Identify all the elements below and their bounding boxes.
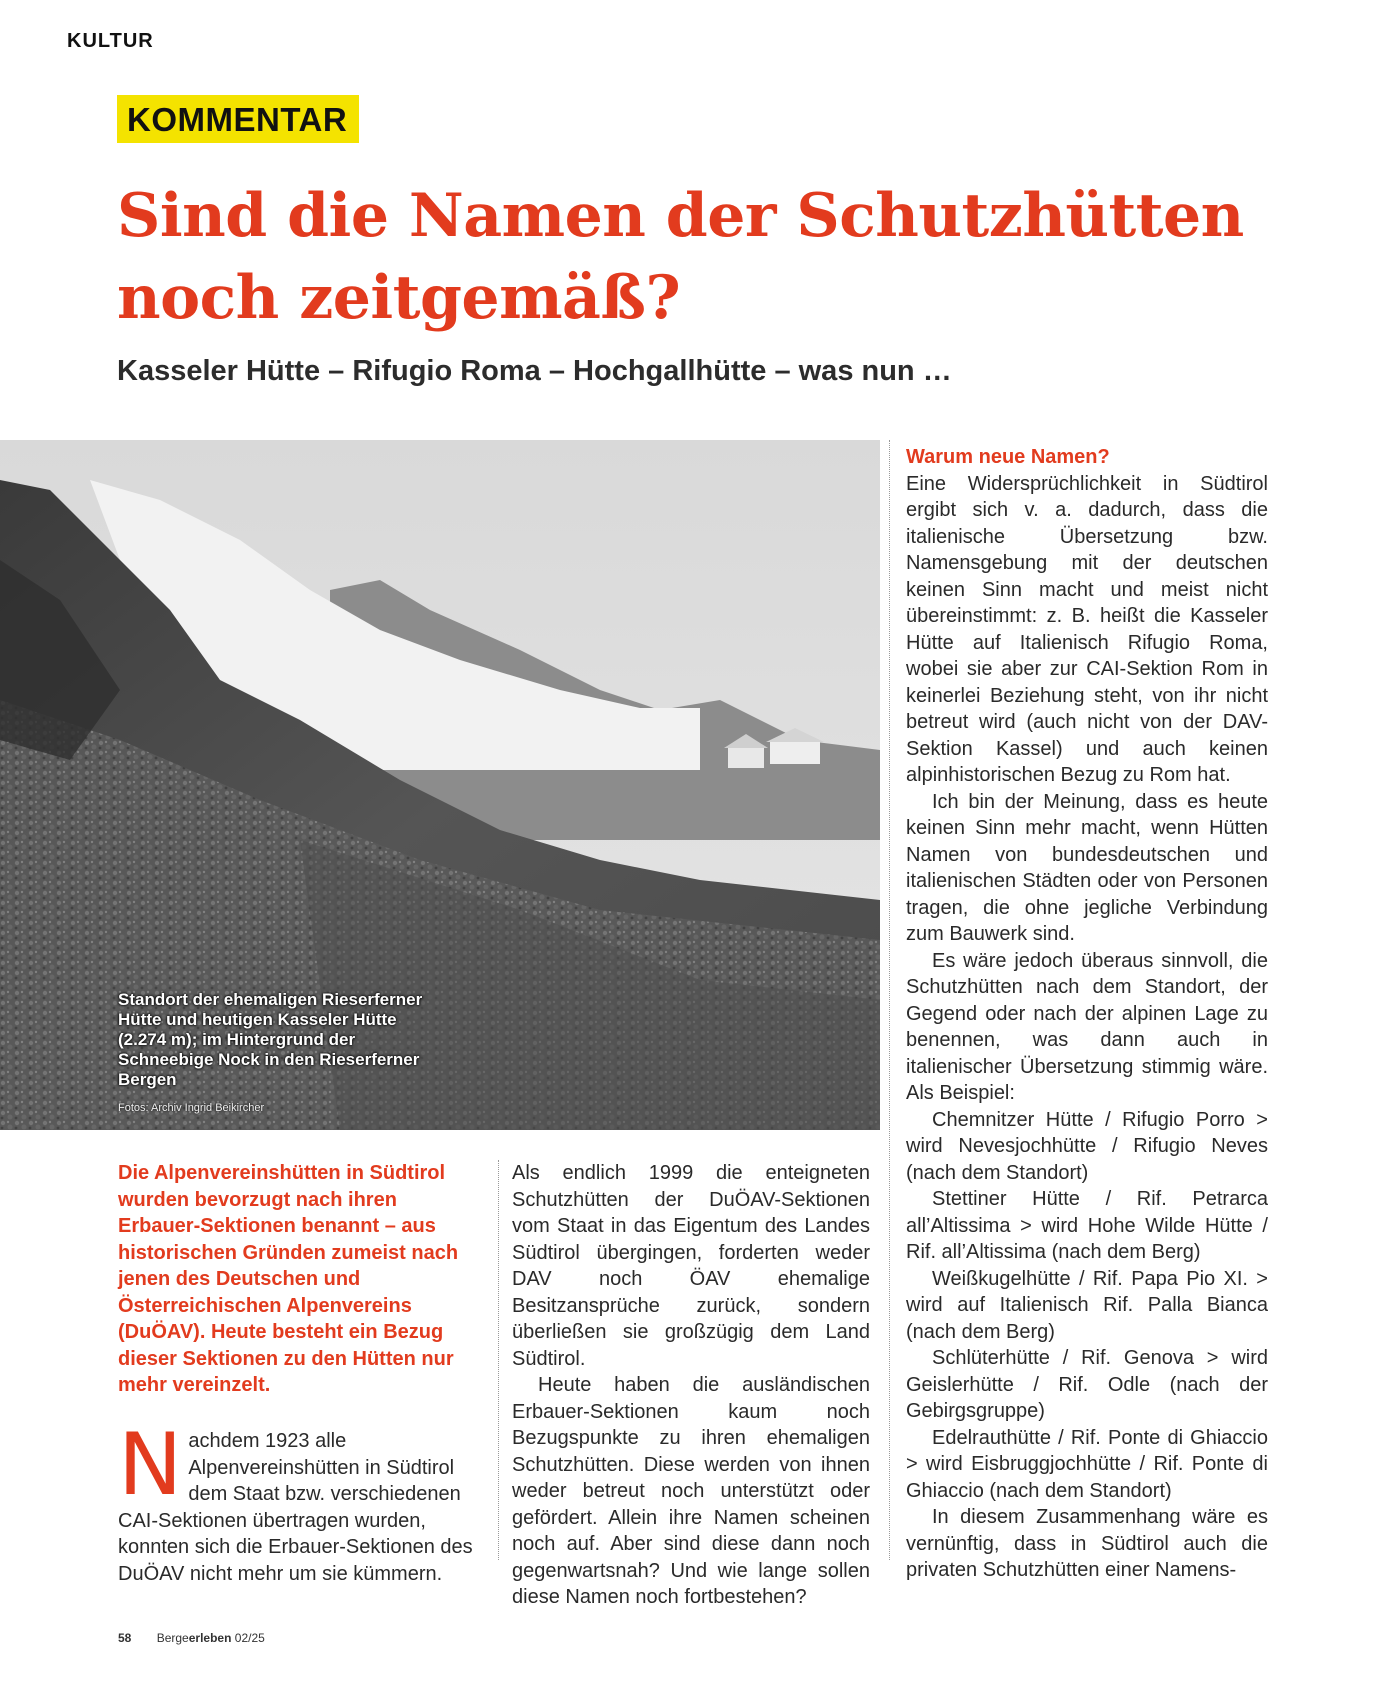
page-footer [118,1631,265,1645]
subtitle: Kasseler Hütte – Rifugio Roma – Hochgallhütte – was nun … [117,355,952,387]
page-number: 58 [118,1631,132,1645]
issue-number: 02/25 [234,1631,265,1645]
photo-credit: Fotos: Archiv Ingrid Beikircher [118,1102,265,1114]
column-3-paragraph: In diesem Zusammenhang wäre es vernünftig, dass in Südtirol auch die privaten Schutzhütten einer Namens- [906,1506,1268,1581]
magazine-name-part: erleben [188,1631,232,1645]
page-title: Sind die Namen der Schutzhütten noch zeitgemäß? [117,181,1244,333]
example-item: Stettiner Hütte / Rif. Petrarca all’Altissima > wird Hohe Wilde Hütte / Rif. all’Altissima (nach dem Berg) [906,1188,1268,1263]
column-2-paragraph: Als endlich 1999 die enteigneten Schutzhütten der DuÖAV-Sektionen vom Staat in das Eigentum des Landes Südtirol übergingen, forderten weder DAV noch ÖAV ehemalige Besitzansprüche zurück, sondern überließen sie großzügig dem Land Südtirol. [512,1162,870,1370]
lead-paragraph: Die Alpenvereinshütten in Südtirol wurden bevorzugt nach ihren Erbauer-Sektionen benannt – aus historischen Gründen zumeist nach jenen des Deutschen und Österreichischen Alpenvereins (DuÖAV). Heute besteht ein Bezug dieser Sektionen zu den Hütten nur mehr vereinzelt. [118,1162,459,1396]
section-label: KULTUR [67,30,154,52]
example-item: Weißkugelhütte / Rif. Papa Pio XI. > wird auf Italienisch Rif. Palla Bianca (nach dem Berg) [906,1267,1268,1343]
column-3-heading: Warum neue Namen? [906,446,1110,468]
column-rule [498,1160,499,1560]
dropcap: N [118,1415,183,1515]
example-item: Edelrauthütte / Rif. Ponte di Ghiaccio > wird Eisbruggjochhütte / Rif. Ponte di Ghiaccio (nach dem Standort) [906,1426,1268,1502]
kicker-badge: KOMMENTAR [117,95,359,143]
column-1-text [118,1415,473,1587]
magazine-name-part: Berge [156,1631,189,1645]
column-2-paragraph: Heute haben die ausländischen Erbauer-Sektionen kaum noch Bezugspunkte zu ihren ehemaligen Schutzhütten. Diese werden von ihnen weder betreut noch unterstützt oder gefördert. Allein ihre Namen scheinen noch auf. Aber sind diese dann noch gegenwartsnah? Und wie lange sollen diese Namen noch fortbestehen? [512,1374,870,1608]
column-3-paragraph: Ich bin der Meinung, dass es heute keinen Sinn mehr macht, wenn Hütten Namen von bundesdeutschen und italienischen Städten oder von Personen tragen, die ohne jegliche Verbindung zum Bauwerk sind. [906,790,1268,945]
column-1-paragraph: achdem 1923 alle Alpenvereinshütten in Südtirol dem Staat bzw. verschiedenen CAI-Sektionen übertragen wurden, konnten sich die Erbauer-Sektionen des DuÖAV nicht mehr um sie kümmern. [118,1430,473,1585]
example-item: Chemnitzer Hütte / Rifugio Porro > wird Nevesjochhütte / Rifugio Neves (nach dem Standort) [906,1108,1268,1184]
magazine-name [157,1631,232,1645]
column-rule [889,440,890,1560]
column-3 [906,444,1268,1584]
column-2 [512,1160,870,1611]
column-3-paragraph: Es wäre jedoch überaus sinnvoll, die Schutzhütten nach dem Standort, der Gegend oder nach der alpinen Lage zu benennen, was dann auch in italienischer Übersetzung stimmig wäre. Als Beispiel: [906,949,1268,1104]
photo-caption: Standort der ehemaligen Rieserferner Hütte und heutigen Kasseler Hütte (2.274 m); im Hintergrund der Schneebige Nock in den Rieserferner Bergen [118,990,423,1089]
column-3-paragraph: Eine Widersprüchlichkeit in Südtirol ergibt sich v. a. dadurch, dass die italienische Übersetzung bzw. Namensgebung mit der deutschen keinen Sinn macht und meist nicht übereinstimmt: z. B. heißt die Kasseler Hütte auf Italienisch Rifugio Roma, wobei sie aber zur CAI-Sektion Rom in keinerlei Beziehung steht, von ihr nicht betreut wird (auch nicht von der DAV-Sektion Kassel) und auch keinen alpinhistorischen Bezug zu Rom hat. [906,472,1268,786]
example-item: Schlüterhütte / Rif. Genova > wird Geislerhütte / Rif. Odle (nach der Gebirgsgruppe) [906,1347,1268,1422]
hut-photo [0,440,880,1130]
